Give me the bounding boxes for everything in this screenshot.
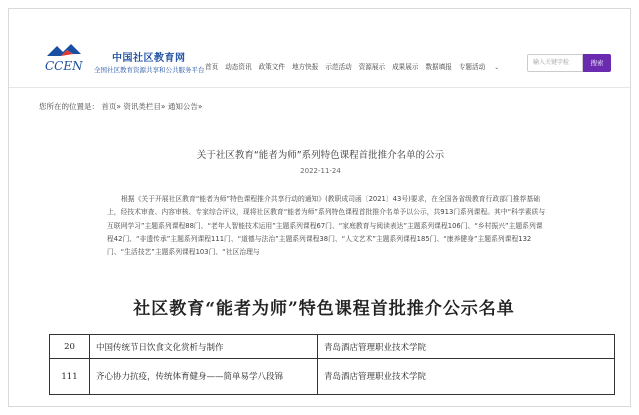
course-table	[49, 334, 615, 395]
article-title: 关于社区教育“能者为师”系列特色课程首批推介名单的公示	[196, 150, 445, 161]
nav-item-demo[interactable]: 示范活动	[325, 63, 352, 71]
nav-item-achievements[interactable]: 成果展示	[392, 63, 419, 71]
nav-item-topics-label: 专题活动	[458, 63, 486, 71]
course-name: 齐心协力抗疫，传统体育健身——简单易学八段锦	[90, 359, 318, 395]
breadcrumb-news[interactable]: 资讯类栏目»	[123, 102, 166, 111]
search-input[interactable]: 输入关键字检	[527, 54, 583, 72]
course-name: 中国传统节日饮食文化赏析与制作	[90, 335, 318, 359]
nav-item-policy[interactable]: 政策文件	[258, 63, 285, 71]
article-body	[107, 193, 547, 259]
organization: 青岛酒店管理职业技术学院	[318, 359, 615, 395]
nav-item-news[interactable]: 动态资讯	[225, 63, 252, 71]
svg-text:CCEN: CCEN	[45, 59, 83, 73]
site-logo-icon[interactable]	[45, 42, 93, 76]
breadcrumb	[39, 101, 202, 112]
main-nav	[205, 61, 513, 71]
search-button[interactable]: 搜索	[583, 54, 611, 72]
chevron-down-icon: ⌄	[494, 64, 500, 71]
nav-item-data[interactable]: 数据填报	[425, 63, 452, 71]
table-row	[50, 335, 615, 359]
article-paragraph: 根据《关于开展社区教育“能者为师”特色课程推介共享行动的通知》(教职成司函〔2021〕43号)要求，在全国各省级教育行政部门推荐基础上，经技术审查、内容审核、专家综合评议，现将社区教育“能者为师”系列特色课程首批推介名单予以公示，共913门系列课程。其中“科学素质与互联网学习”主题系列课程88门、“老年人智能技术运用”主题系列课程67门、“家庭教育与阅读表达”主题系列课程106门、“乡村振兴”主题系列课程42门、“非遗传承”主题系列课程111门、“道德与法治”主题系列课程38门、“人文艺术”主题系列课程185门、“康养健身”主题系列课程132门、“生活技艺”主题系列课程103门、“社区治理与	[107, 195, 546, 257]
site-subtitle: 全国社区教育资源共享和公共服务平台	[94, 66, 205, 74]
embedded-document-image	[31, 294, 617, 407]
nav-item-topics[interactable]	[459, 61, 506, 71]
table-row	[50, 359, 615, 395]
breadcrumb-notices[interactable]: 通知公告»	[167, 102, 203, 111]
document-title: 社区教育“能者为师”特色课程首批推介公示名单	[133, 299, 515, 319]
row-number: 20	[50, 335, 90, 359]
nav-item-resources[interactable]: 资源展示	[358, 63, 386, 71]
header-divider	[9, 87, 631, 88]
site-name[interactable]: 中国社区教育网	[112, 53, 186, 64]
breadcrumb-home[interactable]: 首页»	[101, 102, 121, 111]
site-header	[9, 9, 631, 81]
article-date: 2022-11-24	[300, 167, 341, 175]
page-frame	[8, 8, 631, 407]
row-number: 111	[50, 359, 90, 395]
nav-item-home[interactable]: 首页	[205, 63, 219, 71]
nav-item-local[interactable]: 地方快报	[291, 63, 319, 71]
organization: 青岛酒店管理职业技术学院	[318, 335, 615, 359]
breadcrumb-prefix: 您所在的位置是：	[39, 102, 99, 111]
